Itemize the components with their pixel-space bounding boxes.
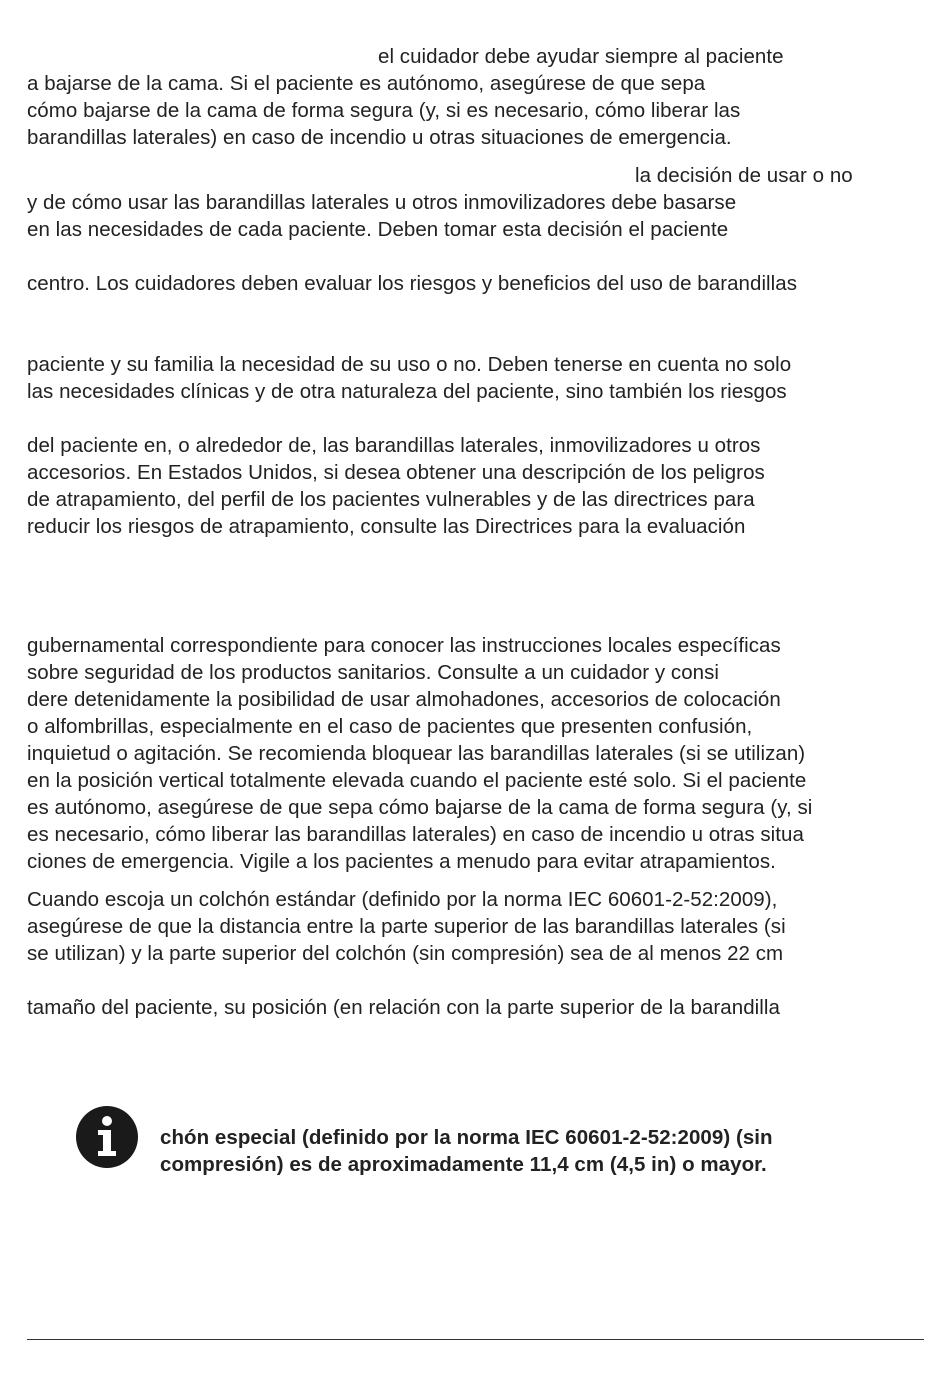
body-text-line: inquietud o agitación. Se recomienda bloquear las barandillas laterales (si se utilizan) bbox=[27, 742, 806, 765]
footer-divider bbox=[27, 1339, 924, 1340]
body-text-line: las necesidades clínicas y de otra naturaleza del paciente, sino también los riesgos bbox=[27, 380, 787, 403]
body-text-line: y de cómo usar las barandillas laterales u otros inmovilizadores debe basarse bbox=[27, 191, 737, 214]
body-text-line: accesorios. En Estados Unidos, si desea obtener una descripción de los peligros bbox=[27, 461, 765, 484]
body-text-line: paciente y su familia la necesidad de su uso o no. Deben tenerse en cuenta no solo bbox=[27, 353, 792, 376]
body-text-line: cómo bajarse de la cama de forma segura (y, si es necesario, cómo liberar las bbox=[27, 99, 741, 122]
body-text-line: reducir los riesgos de atrapamiento, consulte las Directrices para la evaluación bbox=[27, 515, 746, 538]
body-text-line: en la posición vertical totalmente elevada cuando el paciente esté solo. Si el paciente bbox=[27, 769, 807, 792]
body-text-line: dere detenidamente la posibilidad de usar almohadones, accesorios de colocación bbox=[27, 688, 781, 711]
note-text-line: chón especial (definido por la norma IEC 60601-2-52:2009) (sin bbox=[160, 1126, 773, 1149]
body-text-line: ciones de emergencia. Vigile a los pacientes a menudo para evitar atrapamientos. bbox=[27, 850, 776, 873]
body-text-line: gubernamental correspondiente para conocer las instrucciones locales específicas bbox=[27, 634, 781, 657]
body-text-line: se utilizan) y la parte superior del colchón (sin compresión) sea de al menos 22 cm bbox=[27, 942, 784, 965]
info-icon bbox=[76, 1106, 138, 1168]
body-text-line: tamaño del paciente, su posición (en relación con la parte superior de la barandilla bbox=[27, 996, 780, 1019]
body-text-line: asegúrese de que la distancia entre la parte superior de las barandillas laterales (si bbox=[27, 915, 786, 938]
body-text-line: es autónomo, asegúrese de que sepa cómo bajarse de la cama de forma segura (y, si bbox=[27, 796, 813, 819]
body-text-line: es necesario, cómo liberar las barandillas laterales) en caso de incendio u otras situa bbox=[27, 823, 804, 846]
body-text-line: la decisión de usar o no bbox=[635, 164, 853, 187]
body-text-line: en las necesidades de cada paciente. Deben tomar esta decisión el paciente bbox=[27, 218, 729, 241]
body-text-line: el cuidador debe ayudar siempre al paciente bbox=[378, 45, 784, 68]
body-text-line: Cuando escoja un colchón estándar (definido por la norma IEC 60601-2-52:2009), bbox=[27, 888, 778, 911]
body-text-line: barandillas laterales) en caso de incendio u otras situaciones de emergencia. bbox=[27, 126, 732, 149]
body-text-line: sobre seguridad de los productos sanitarios. Consulte a un cuidador y consi bbox=[27, 661, 720, 684]
body-text-line: a bajarse de la cama. Si el paciente es autónomo, asegúrese de que sepa bbox=[27, 72, 706, 95]
body-text-line: centro. Los cuidadores deben evaluar los riesgos y beneficios del uso de barandillas bbox=[27, 272, 798, 295]
body-text-line: del paciente en, o alrededor de, las barandillas laterales, inmovilizadores u otros bbox=[27, 434, 761, 457]
note-text-line: compresión) es de aproximadamente 11,4 cm (4,5 in) o mayor. bbox=[160, 1153, 767, 1176]
body-text-line: de atrapamiento, del perfil de los pacientes vulnerables y de las directrices para bbox=[27, 488, 755, 511]
body-text-line: o alfombrillas, especialmente en el caso de pacientes que presenten confusión, bbox=[27, 715, 753, 738]
